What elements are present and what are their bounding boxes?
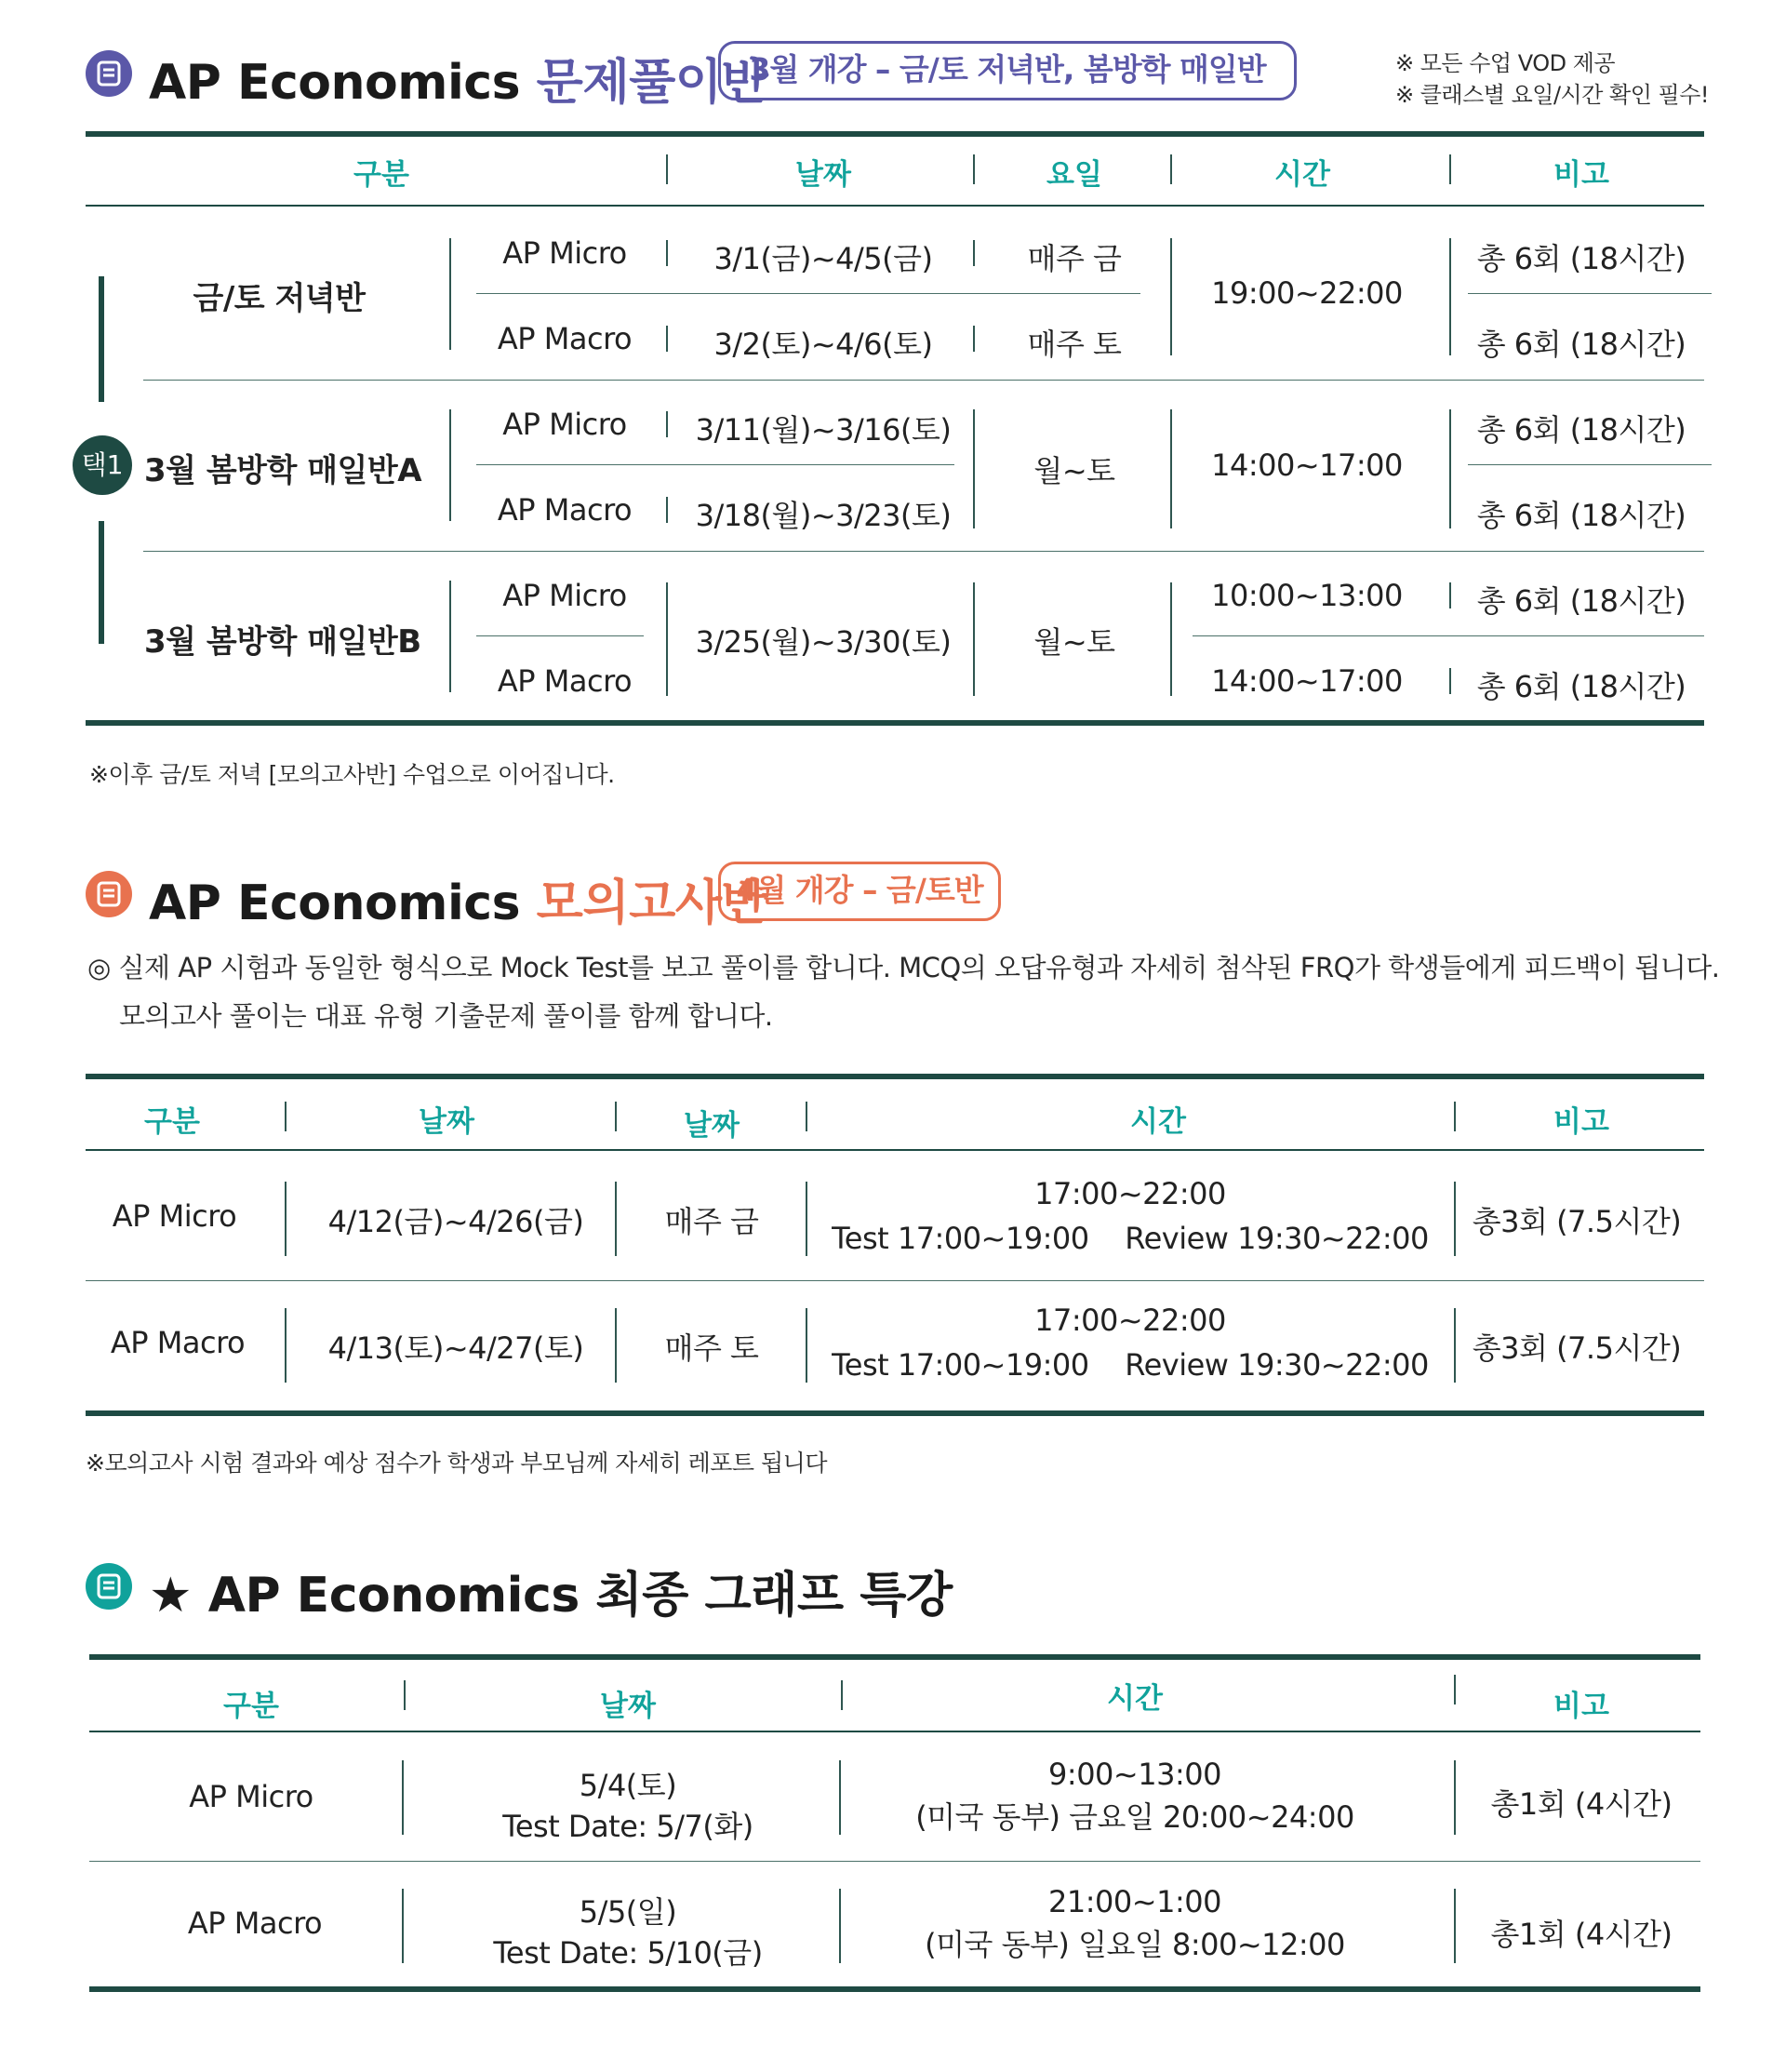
table1-header-time: 시간 <box>1274 158 1330 192</box>
table2-bottom-border <box>86 1410 1704 1416</box>
table1-header-category: 구분 <box>353 158 409 192</box>
group1-macro-day: 매주 토 <box>1027 327 1122 362</box>
table2-row-divider <box>86 1280 1704 1281</box>
group1-macro-date: 3/2(토)~4/6(토) <box>713 327 933 362</box>
group3-macro-course: AP Macro <box>497 663 633 699</box>
table2-top-border <box>86 1074 1704 1079</box>
group1-micro-course: AP Micro <box>502 235 627 271</box>
section1-title <box>149 43 767 113</box>
section2-footnote: ※모의고사 시험 결과와 예상 점수가 학생과 부모님께 자세히 레포트 됩니다 <box>86 1450 827 1477</box>
group3-name: 3월 봄방학 매일반B <box>144 623 421 661</box>
table1-bottom-border <box>86 720 1704 726</box>
table3-top-border <box>89 1654 1700 1660</box>
group3-date: 3/25(월)~3/30(토) <box>695 624 952 660</box>
choose-one-bracket-lower <box>99 521 104 644</box>
table2-header-remark: 비고 <box>1553 1105 1609 1139</box>
group2-macro-note: 총 6회 (18시간) <box>1476 498 1686 533</box>
section3-title: ★ AP Economics 최종 그래프 특강 <box>149 1568 953 1624</box>
group1-name: 금/토 저녁반 <box>193 280 366 317</box>
table3-header-date: 날짜 <box>600 1690 656 1723</box>
table3-header-divider <box>89 1731 1700 1732</box>
section2-title-accent: 모의고사반 <box>536 876 768 931</box>
table3-header-time: 시간 <box>1107 1682 1163 1716</box>
table2-row1-note: 총3회 (7.5시간) <box>1472 1204 1682 1239</box>
table2-row2-note: 총3회 (7.5시간) <box>1472 1330 1682 1366</box>
group3-macro-note: 총 6회 (18시간) <box>1476 669 1686 704</box>
table2-header-time: 시간 <box>1130 1105 1186 1139</box>
group1-macro-course: AP Macro <box>497 321 633 356</box>
table3-row2-time-est: (미국 동부) 일요일 8:00~12:00 <box>925 1927 1345 1962</box>
group2-micro-date: 3/11(월)~3/16(토) <box>695 412 952 448</box>
table2-row2-course: AP Macro <box>110 1325 246 1360</box>
table3-header-category: 구분 <box>223 1690 279 1723</box>
group2-divider <box>143 551 1704 552</box>
group3-day: 월~토 <box>1033 624 1115 660</box>
table2-row1-time-detail: Test 17:00~19:00 Review 19:30~22:00 <box>832 1221 1429 1256</box>
group2-micro-course: AP Micro <box>502 407 627 442</box>
table3-row2-course: AP Macro <box>187 1905 323 1941</box>
group3-micro-note: 총 6회 (18시간) <box>1476 583 1686 619</box>
section1-badge: 3월 개강 – 금/토 저녁반, 봄방학 매일반 <box>718 41 1297 100</box>
group2-day: 월~토 <box>1033 453 1115 488</box>
section1-icon <box>86 50 132 97</box>
section1-title-accent: 문제풀이반 <box>536 55 768 111</box>
table2-row1-date: 4/12(금)~4/26(금) <box>327 1204 584 1239</box>
group3-macro-time: 14:00~17:00 <box>1211 663 1403 699</box>
section3-icon <box>86 1563 132 1610</box>
section1-note-check: ※ 클래스별 요일/시간 확인 필수! <box>1395 82 1710 108</box>
section2-desc-line2: 모의고사 풀이는 대표 유형 기출문제 풀이를 함께 합니다. <box>119 1000 773 1032</box>
table1-header-date: 날짜 <box>795 158 851 192</box>
group2-macro-course: AP Macro <box>497 492 633 528</box>
section1-note-vod: ※ 모든 수업 VOD 제공 <box>1395 50 1616 76</box>
table2-row1-day: 매주 금 <box>664 1204 759 1239</box>
table2-row2-day: 매주 토 <box>664 1330 759 1366</box>
table1-top-border <box>86 131 1704 137</box>
choose-one-bracket <box>99 276 104 402</box>
group3-micro-course: AP Micro <box>502 578 627 613</box>
table3-row1-course: AP Micro <box>189 1779 313 1814</box>
table2-row2-time-detail: Test 17:00~19:00 Review 19:30~22:00 <box>832 1347 1429 1383</box>
group1-micro-note: 총 6회 (18시간) <box>1476 241 1686 276</box>
section2-desc-line1: ◎ 실제 AP 시험과 동일한 형식으로 Mock Test를 보고 풀이를 합니다. MCQ의 오답유형과 자세히 첨삭된 FRQ가 학생들에게 피드백이 됩니다. <box>87 952 1720 983</box>
group3-micro-time: 10:00~13:00 <box>1211 578 1403 613</box>
group1-time: 19:00~22:00 <box>1211 275 1403 311</box>
table1-header-remark: 비고 <box>1553 158 1609 192</box>
section1-title-main: AP Economics <box>149 55 521 111</box>
table1-header-divider <box>86 205 1704 207</box>
table3-header-remark: 비고 <box>1553 1690 1609 1723</box>
choose-one-badge: 택1 <box>73 435 132 495</box>
table3-row2-time: 21:00~1:00 <box>1048 1884 1221 1919</box>
table3-bottom-border <box>89 1986 1700 1992</box>
table2-row1-course: AP Micro <box>112 1198 237 1234</box>
table3-row2-test-date: Test Date: 5/10(금) <box>493 1935 763 1971</box>
table3-row2-note: 총1회 (4시간) <box>1490 1917 1673 1952</box>
group2-name: 3월 봄방학 매일반A <box>144 452 422 489</box>
section1-footnote: ※이후 금/토 저녁 [모의고사반] 수업으로 이어집니다. <box>89 761 615 788</box>
section2-title <box>149 863 767 933</box>
table2-header-date: 날짜 <box>419 1105 474 1139</box>
table3-row1-note: 총1회 (4시간) <box>1490 1786 1673 1822</box>
group1-divider <box>143 380 1704 381</box>
section2-title-main: AP Economics <box>149 876 521 931</box>
group2-time: 14:00~17:00 <box>1211 448 1403 483</box>
table2-row2-time-total: 17:00~22:00 <box>1034 1303 1226 1338</box>
table1-header-day: 요일 <box>1046 158 1102 192</box>
table3-row-divider <box>89 1861 1700 1862</box>
table3-row1-date: 5/4(토) <box>579 1768 677 1803</box>
table2-header-divider <box>86 1149 1704 1151</box>
table3-row2-date: 5/5(일) <box>579 1894 677 1930</box>
group1-micro-date: 3/1(금)~4/5(금) <box>713 241 933 276</box>
group2-micro-note: 총 6회 (18시간) <box>1476 412 1686 448</box>
table3-row1-test-date: Test Date: 5/7(화) <box>502 1809 753 1844</box>
group1-micro-day: 매주 금 <box>1027 241 1122 276</box>
table2-header-day: 날짜 <box>684 1109 740 1143</box>
section2-badge: 4월 개강 – 금/토반 <box>718 862 1001 921</box>
table3-row1-time-est: (미국 동부) 금요일 20:00~24:00 <box>915 1799 1354 1835</box>
group2-macro-date: 3/18(월)~3/23(토) <box>695 498 952 533</box>
table2-row2-date: 4/13(토)~4/27(토) <box>327 1330 584 1366</box>
section2-icon <box>86 871 132 917</box>
group1-macro-note: 총 6회 (18시간) <box>1476 327 1686 362</box>
table2-header-category: 구분 <box>144 1105 200 1139</box>
table2-row1-time-total: 17:00~22:00 <box>1034 1176 1226 1211</box>
table3-row1-time: 9:00~13:00 <box>1048 1757 1221 1792</box>
